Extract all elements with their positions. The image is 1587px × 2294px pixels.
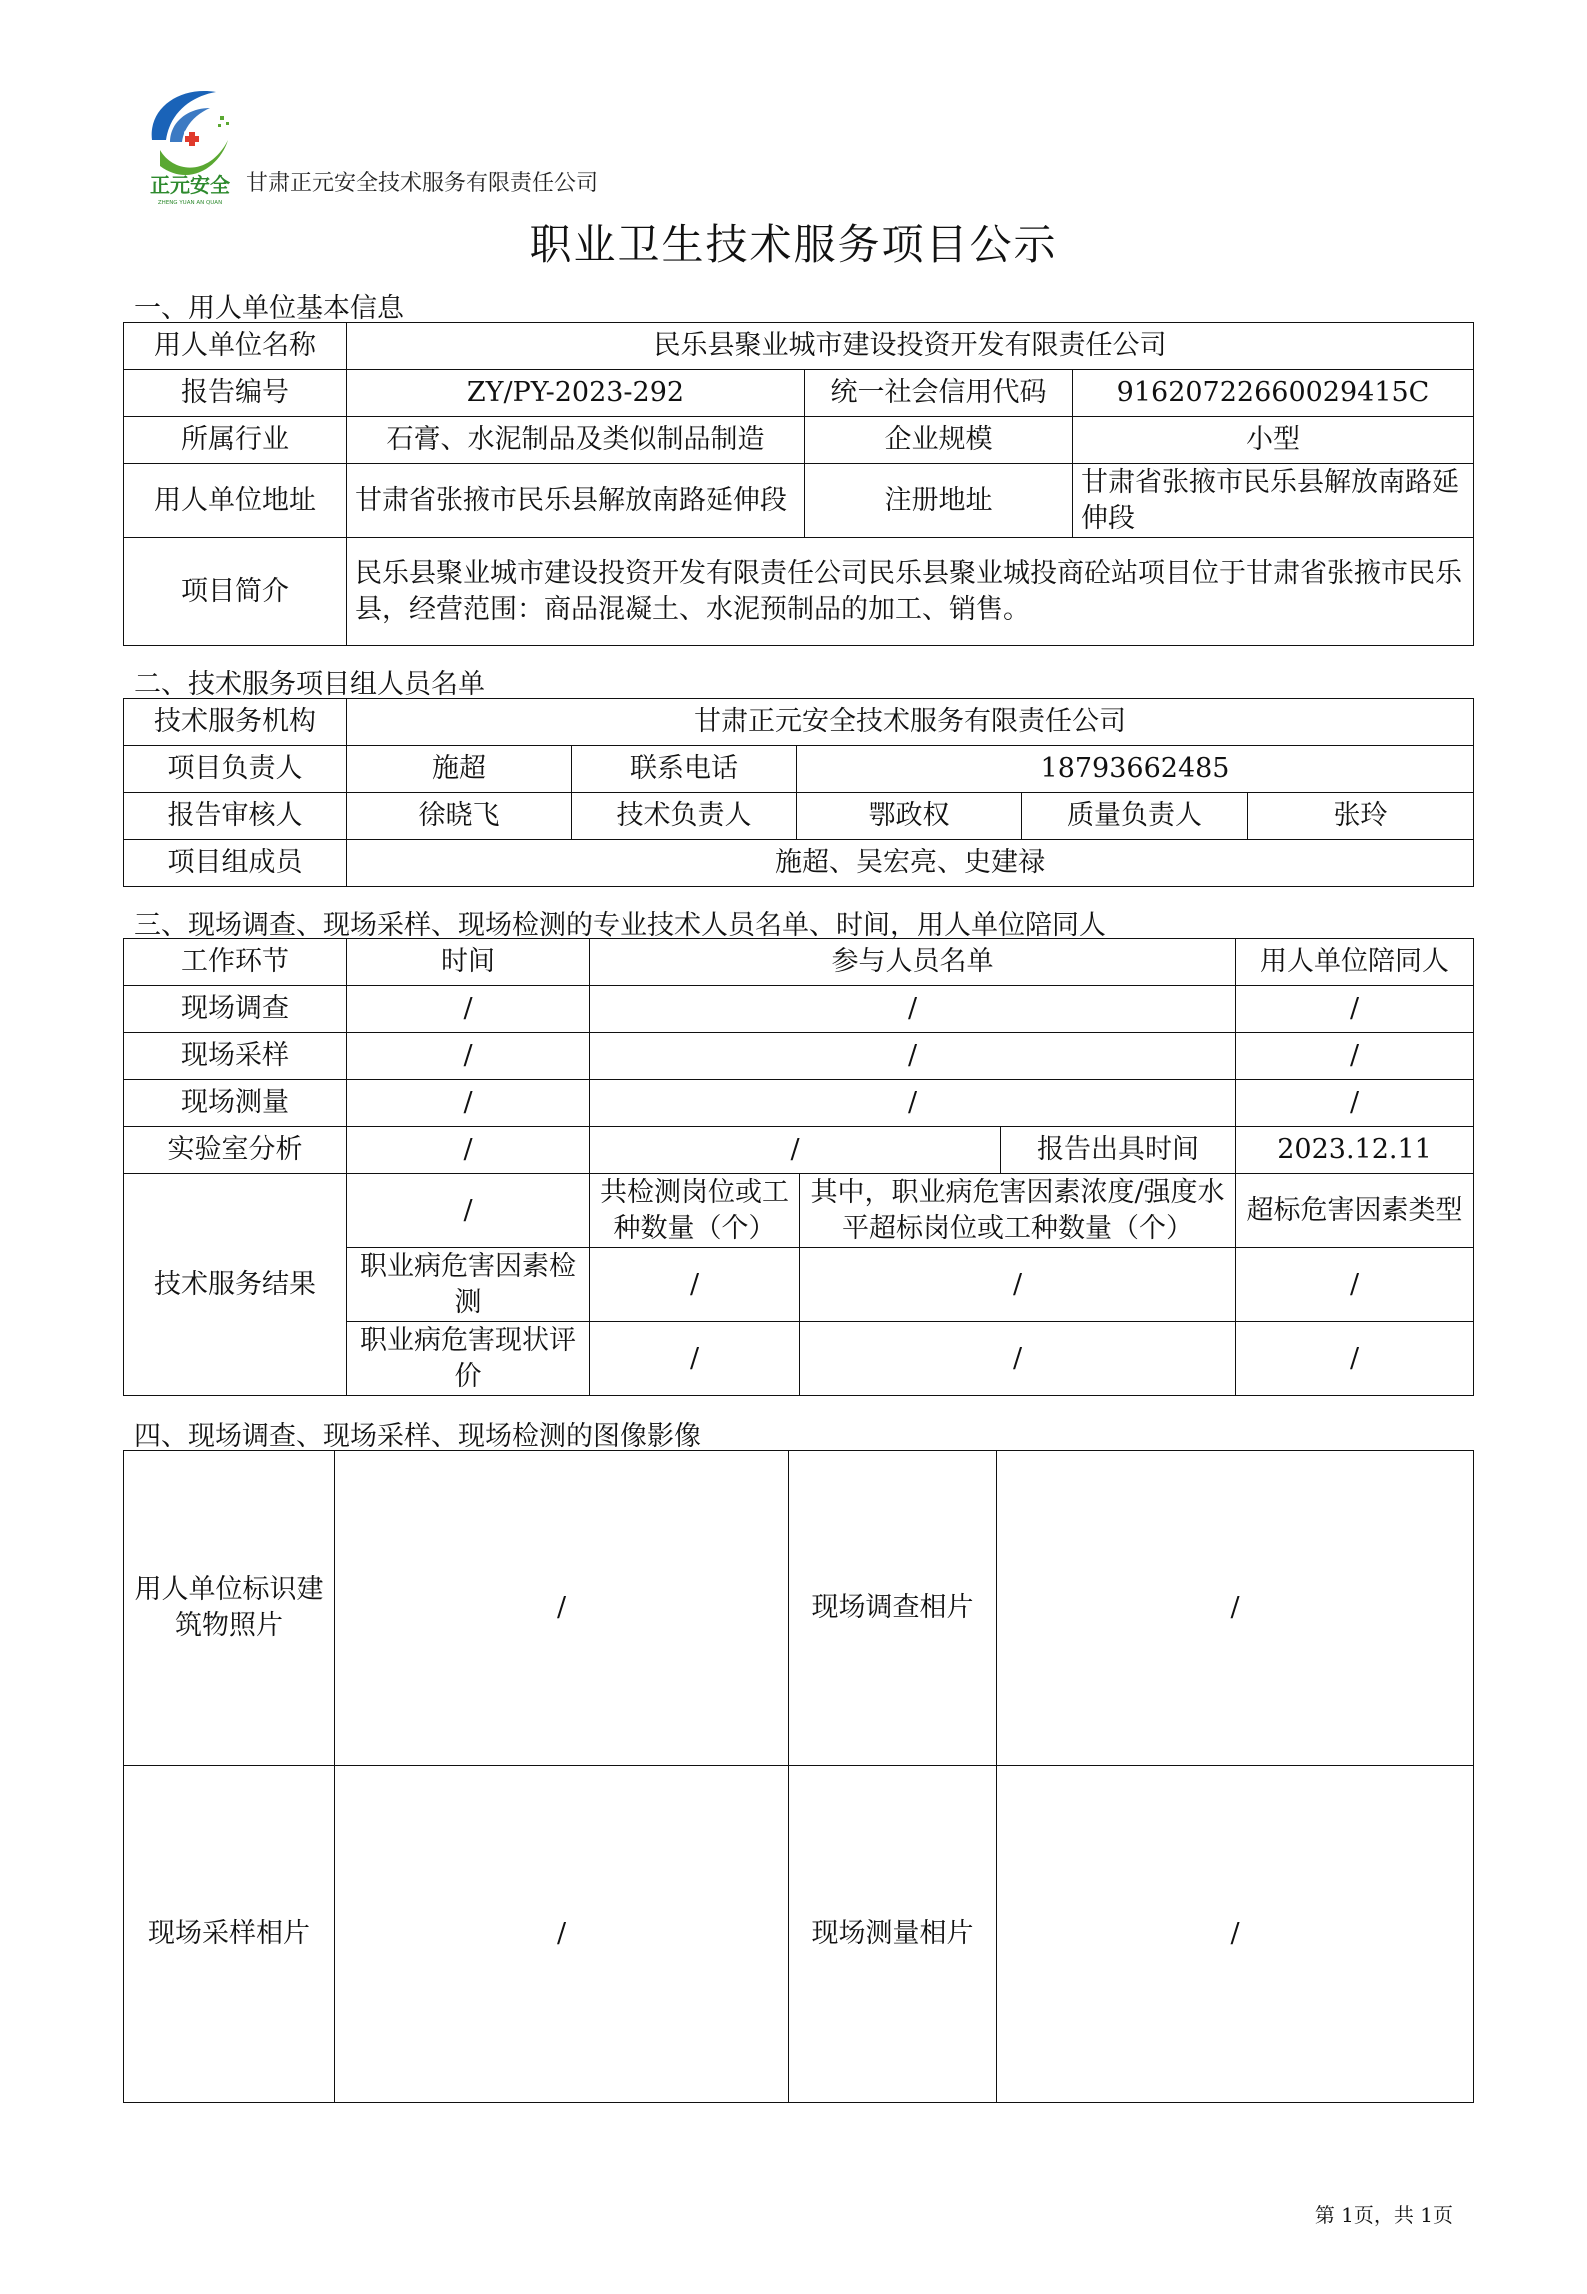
leader: 施超 [347,746,572,793]
people-cell: / [590,1033,1236,1080]
sampling-photo-label: 现场采样相片 [124,1766,335,2103]
org-label: 技术服务机构 [124,699,347,746]
tech: 鄂政权 [797,793,1022,840]
result-cell: / [590,1248,800,1322]
sampling-photo: / [335,1766,789,2103]
survey-photo-label: 现场调查相片 [789,1451,997,1766]
employer-name: 民乐县聚业城市建设投资开发有限责任公司 [347,323,1474,370]
measure-photo: / [997,1766,1474,2103]
phone-label: 联系电话 [572,746,797,793]
members: 施超、吴宏亮、史建禄 [347,840,1474,887]
report-no: ZY/PY-2023-292 [347,370,805,417]
field-work-table [123,938,1474,1396]
industry: 石膏、水泥制品及类似制品制造 [347,417,805,464]
section1-heading: 一、用人单位基本信息 [134,293,404,324]
people-cell: / [590,986,1236,1033]
address-label: 用人单位地址 [124,464,347,538]
escort-cell: / [1236,1033,1474,1080]
result-cell: / [800,1322,1236,1396]
result-col1: 共检测岗位或工种数量（个） [590,1174,800,1248]
time-cell: / [347,986,590,1033]
result-label: 技术服务结果 [124,1174,347,1396]
escort-cell: / [1236,986,1474,1033]
building-photo-label: 用人单位标识建筑物照片 [124,1451,335,1766]
section3-heading: 三、现场调查、现场采样、现场检测的专业技术人员名单、时间，用人单位陪同人 [134,910,1106,941]
tech-label: 技术负责人 [572,793,797,840]
result-col3: 超标危害因素类型 [1236,1174,1474,1248]
result-cell: / [590,1322,800,1396]
credit-code: 91620722660029415C [1073,370,1474,417]
scale-label: 企业规模 [805,417,1073,464]
quality-label: 质量负责人 [1022,793,1248,840]
result-cell: / [1236,1322,1474,1396]
header-company-name: 甘肃正元安全技术服务有限责任公司 [246,171,599,196]
industry-label: 所属行业 [124,417,347,464]
stage-cell: 现场采样 [124,1033,347,1080]
building-photo: / [335,1451,789,1766]
table-row [124,986,1474,1033]
reviewer-label: 报告审核人 [124,793,347,840]
header-escort: 用人单位陪同人 [1236,939,1474,986]
phone: 18793662485 [797,746,1474,793]
lab-people: / [590,1127,1001,1174]
org: 甘肃正元安全技术服务有限责任公司 [347,699,1474,746]
employer-name-label: 用人单位名称 [124,323,347,370]
credit-code-label: 统一社会信用代码 [805,370,1073,417]
table-row [124,1033,1474,1080]
page-number: 第 1页，共 1页 [1314,2203,1453,2227]
survey-photo: / [997,1451,1474,1766]
stage-cell: 现场调查 [124,986,347,1033]
members-label: 项目组成员 [124,840,347,887]
quality: 张玲 [1248,793,1474,840]
leader-label: 项目负责人 [124,746,347,793]
result-corner: / [347,1174,590,1248]
measure-photo-label: 现场测量相片 [789,1766,997,2103]
lab-time: / [347,1127,590,1174]
result-row2-label: 职业病危害现状评价 [347,1322,590,1396]
time-cell: / [347,1080,590,1127]
section2-heading: 二、技术服务项目组人员名单 [134,669,485,700]
address: 甘肃省张掖市民乐县解放南路延伸段 [347,464,805,538]
result-cell: / [1236,1248,1474,1322]
time-cell: / [347,1033,590,1080]
report-date-label: 报告出具时间 [1001,1127,1236,1174]
header-stage: 工作环节 [124,939,347,986]
employer-info-table [123,322,1474,646]
section4-heading: 四、现场调查、现场采样、现场检测的图像影像 [134,1421,701,1452]
result-row1-label: 职业病危害因素检测 [347,1248,590,1322]
company-logo [140,78,240,208]
logo-subtext: ZHENG YUAN AN QUAN [157,200,223,206]
report-no-label: 报告编号 [124,370,347,417]
stage-cell: 现场测量 [124,1080,347,1127]
header-people: 参与人员名单 [590,939,1236,986]
intro-label: 项目简介 [124,538,347,646]
reg-address: 甘肃省张掖市民乐县解放南路延伸段 [1073,464,1474,538]
table-row [124,1080,1474,1127]
header-time: 时间 [347,939,590,986]
reviewer: 徐晓飞 [347,793,572,840]
report-date: 2023.12.11 [1236,1127,1474,1174]
project-intro: 民乐县聚业城市建设投资开发有限责任公司民乐县聚业城投商砼站项目位于甘肃省张掖市民乐县，经营范围：商品混凝土、水泥预制品的加工、销售。 [347,538,1474,646]
escort-cell: / [1236,1080,1474,1127]
team-table [123,698,1474,887]
photo-table [123,1450,1474,2103]
lab-stage: 实验室分析 [124,1127,347,1174]
people-cell: / [590,1080,1236,1127]
result-cell: / [800,1248,1236,1322]
reg-address-label: 注册地址 [805,464,1073,538]
result-col2: 其中，职业病危害因素浓度/强度水平超标岗位或工种数量（个） [800,1174,1236,1248]
scale: 小型 [1073,417,1474,464]
page-title: 职业卫生技术服务项目公示 [529,220,1058,269]
logo-text: 正元安全 [150,173,230,197]
